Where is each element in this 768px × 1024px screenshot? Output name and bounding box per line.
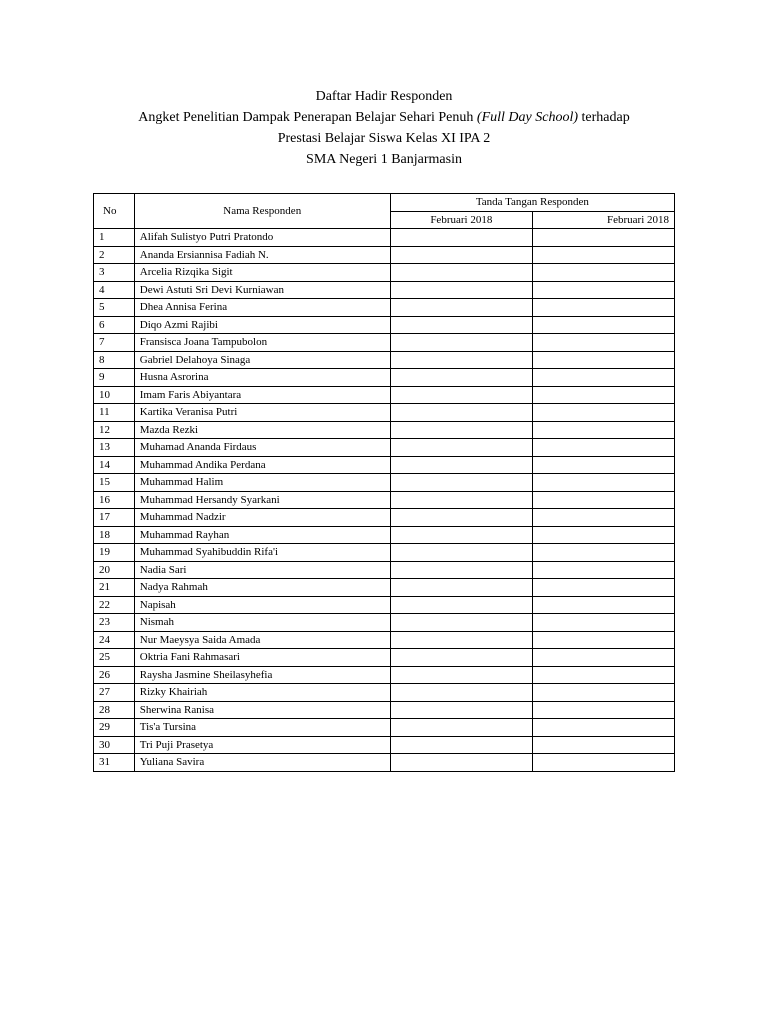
signature-cell-1[interactable]	[390, 246, 532, 264]
signature-cell-1[interactable]	[390, 526, 532, 544]
signature-cell-2[interactable]	[532, 544, 674, 562]
signature-cell-2[interactable]	[532, 386, 674, 404]
attendance-table	[93, 193, 675, 772]
signature-cell-1[interactable]	[390, 544, 532, 562]
table-row	[94, 509, 675, 527]
signature-cell-2[interactable]	[532, 439, 674, 457]
row-number: 31	[94, 754, 135, 772]
signature-cell-2[interactable]	[532, 579, 674, 597]
table-row	[94, 229, 675, 247]
signature-cell-2[interactable]	[532, 614, 674, 632]
table-row	[94, 334, 675, 352]
subtitle-italic: (Full Day School)	[476, 110, 578, 125]
row-number: 24	[94, 631, 135, 649]
table-row	[94, 316, 675, 334]
signature-cell-2[interactable]	[532, 526, 674, 544]
row-number: 12	[94, 421, 135, 439]
table-row	[94, 544, 675, 562]
row-number: 23	[94, 614, 135, 632]
subtitle-line	[0, 107, 768, 128]
table-row	[94, 631, 675, 649]
signature-cell-1[interactable]	[390, 561, 532, 579]
table-row	[94, 281, 675, 299]
respondent-name: Muhammad Halim	[134, 474, 390, 492]
school-line: SMA Negeri 1 Banjarmasin	[306, 152, 462, 167]
signature-cell-1[interactable]	[390, 439, 532, 457]
respondent-name: Muhammad Syahibuddin Rifa'i	[134, 544, 390, 562]
table-row	[94, 561, 675, 579]
signature-cell-1[interactable]	[390, 684, 532, 702]
signature-cell-1[interactable]	[390, 614, 532, 632]
table-row	[94, 754, 675, 772]
signature-cell-2[interactable]	[532, 281, 674, 299]
respondent-name: Napisah	[134, 596, 390, 614]
signature-cell-2[interactable]	[532, 719, 674, 737]
row-number: 14	[94, 456, 135, 474]
respondent-name: Dhea Annisa Ferina	[134, 299, 390, 317]
respondent-name: Imam Faris Abiyantara	[134, 386, 390, 404]
respondent-name: Muhamad Ananda Firdaus	[134, 439, 390, 457]
row-number: 27	[94, 684, 135, 702]
signature-cell-1[interactable]	[390, 649, 532, 667]
row-number: 10	[94, 386, 135, 404]
signature-cell-2[interactable]	[532, 456, 674, 474]
signature-cell-1[interactable]	[390, 281, 532, 299]
signature-cell-2[interactable]	[532, 596, 674, 614]
signature-cell-2[interactable]	[532, 421, 674, 439]
respondent-name: Nadya Rahmah	[134, 579, 390, 597]
table-row	[94, 666, 675, 684]
table-row	[94, 299, 675, 317]
table-row	[94, 736, 675, 754]
signature-cell-1[interactable]	[390, 719, 532, 737]
signature-cell-2[interactable]	[532, 369, 674, 387]
respondent-name: Nur Maeysya Saida Amada	[134, 631, 390, 649]
respondent-name: Ananda Ersiannisa Fadiah N.	[134, 246, 390, 264]
signature-cell-1[interactable]	[390, 369, 532, 387]
table-row	[94, 369, 675, 387]
row-number: 17	[94, 509, 135, 527]
table-row	[94, 491, 675, 509]
signature-cell-1[interactable]	[390, 701, 532, 719]
table-row	[94, 526, 675, 544]
signature-cell-1[interactable]	[390, 579, 532, 597]
signature-cell-1[interactable]	[390, 509, 532, 527]
signature-cell-1[interactable]	[390, 491, 532, 509]
document-heading	[0, 86, 768, 170]
signature-cell-1[interactable]	[390, 596, 532, 614]
table-row	[94, 456, 675, 474]
row-number: 19	[94, 544, 135, 562]
respondent-name: Nadia Sari	[134, 561, 390, 579]
signature-cell-2[interactable]	[532, 649, 674, 667]
respondent-name: Yuliana Savira	[134, 754, 390, 772]
table-body	[94, 229, 675, 772]
signature-cell-2[interactable]	[532, 229, 674, 247]
row-number: 26	[94, 666, 135, 684]
signature-cell-2[interactable]	[532, 631, 674, 649]
row-number: 16	[94, 491, 135, 509]
row-number: 4	[94, 281, 135, 299]
subtitle-text: Angket Penelitian Dampak Penerapan Belajar Sehari Penuh	[138, 110, 477, 125]
table-row	[94, 649, 675, 667]
signature-cell-2[interactable]	[532, 334, 674, 352]
respondent-name: Raysha Jasmine Sheilasyhefia	[134, 666, 390, 684]
signature-cell-2[interactable]	[532, 754, 674, 772]
signature-cell-2[interactable]	[532, 491, 674, 509]
signature-cell-1[interactable]	[390, 456, 532, 474]
respondent-name: Dewi Astuti Sri Devi Kurniawan	[134, 281, 390, 299]
table-row	[94, 474, 675, 492]
table-row	[94, 246, 675, 264]
respondent-name: Muhammad Andika Perdana	[134, 456, 390, 474]
respondent-name: Muhammad Rayhan	[134, 526, 390, 544]
header-row-1	[94, 194, 675, 212]
signature-cell-2[interactable]	[532, 736, 674, 754]
row-number: 20	[94, 561, 135, 579]
row-number: 25	[94, 649, 135, 667]
table-row	[94, 264, 675, 282]
row-number: 1	[94, 229, 135, 247]
table-row	[94, 386, 675, 404]
row-number: 7	[94, 334, 135, 352]
signature-cell-1[interactable]	[390, 316, 532, 334]
respondent-name: Gabriel Delahoya Sinaga	[134, 351, 390, 369]
signature-cell-1[interactable]	[390, 421, 532, 439]
respondent-name: Muhammad Hersandy Syarkani	[134, 491, 390, 509]
row-number: 5	[94, 299, 135, 317]
row-number: 28	[94, 701, 135, 719]
header-date-2: Februari 2018	[532, 211, 674, 229]
header-name: Nama Responden	[134, 194, 390, 229]
row-number: 21	[94, 579, 135, 597]
title: Daftar Hadir Responden	[315, 89, 453, 104]
table-row	[94, 596, 675, 614]
signature-cell-2[interactable]	[532, 404, 674, 422]
respondent-name: Tri Puji Prasetya	[134, 736, 390, 754]
signature-cell-2[interactable]	[532, 474, 674, 492]
row-number: 22	[94, 596, 135, 614]
row-number: 3	[94, 264, 135, 282]
row-number: 8	[94, 351, 135, 369]
signature-cell-2[interactable]	[532, 666, 674, 684]
row-number: 6	[94, 316, 135, 334]
respondent-name: Husna Asrorina	[134, 369, 390, 387]
respondent-name: Alifah Sulistyo Putri Pratondo	[134, 229, 390, 247]
signature-cell-1[interactable]	[390, 736, 532, 754]
row-number: 18	[94, 526, 135, 544]
signature-cell-1[interactable]	[390, 334, 532, 352]
signature-cell-1[interactable]	[390, 404, 532, 422]
signature-cell-2[interactable]	[532, 684, 674, 702]
respondent-name: Oktria Fani Rahmasari	[134, 649, 390, 667]
table-row	[94, 579, 675, 597]
respondent-name: Kartika Veranisa Putri	[134, 404, 390, 422]
header-signature: Tanda Tangan Responden	[390, 194, 674, 212]
table-row	[94, 421, 675, 439]
respondent-name: Nismah	[134, 614, 390, 632]
respondent-name: Arcelia Rizqika Sigit	[134, 264, 390, 282]
signature-cell-2[interactable]	[532, 509, 674, 527]
table-row	[94, 404, 675, 422]
signature-cell-1[interactable]	[390, 474, 532, 492]
row-number: 11	[94, 404, 135, 422]
signature-cell-1[interactable]	[390, 351, 532, 369]
respondent-name: Diqo Azmi Rajibi	[134, 316, 390, 334]
respondent-name: Fransisca Joana Tampubolon	[134, 334, 390, 352]
signature-cell-2[interactable]	[532, 561, 674, 579]
signature-cell-1[interactable]	[390, 386, 532, 404]
class-line: Prestasi Belajar Siswa Kelas XI IPA 2	[277, 131, 491, 146]
table-row	[94, 719, 675, 737]
table-row	[94, 439, 675, 457]
row-number: 13	[94, 439, 135, 457]
row-number: 30	[94, 736, 135, 754]
respondent-name: Mazda Rezki	[134, 421, 390, 439]
respondent-name: Rizky Khairiah	[134, 684, 390, 702]
row-number: 2	[94, 246, 135, 264]
header-no: No	[94, 194, 135, 229]
table-row	[94, 701, 675, 719]
respondent-name: Muhammad Nadzir	[134, 509, 390, 527]
row-number: 15	[94, 474, 135, 492]
signature-cell-2[interactable]	[532, 246, 674, 264]
signature-cell-2[interactable]	[532, 351, 674, 369]
signature-cell-2[interactable]	[532, 701, 674, 719]
table-row	[94, 614, 675, 632]
subtitle-suffix: terhadap	[578, 110, 630, 125]
row-number: 29	[94, 719, 135, 737]
row-number: 9	[94, 369, 135, 387]
signature-cell-2[interactable]	[532, 299, 674, 317]
respondent-name: Sherwina Ranisa	[134, 701, 390, 719]
table-row	[94, 351, 675, 369]
header-date-1: Februari 2018	[390, 211, 532, 229]
table-row	[94, 684, 675, 702]
signature-cell-1[interactable]	[390, 666, 532, 684]
signature-cell-1[interactable]	[390, 229, 532, 247]
signature-cell-1[interactable]	[390, 754, 532, 772]
signature-cell-1[interactable]	[390, 631, 532, 649]
respondent-name: Tis'a Tursina	[134, 719, 390, 737]
signature-cell-1[interactable]	[390, 299, 532, 317]
signature-cell-2[interactable]	[532, 264, 674, 282]
signature-cell-2[interactable]	[532, 316, 674, 334]
signature-cell-1[interactable]	[390, 264, 532, 282]
